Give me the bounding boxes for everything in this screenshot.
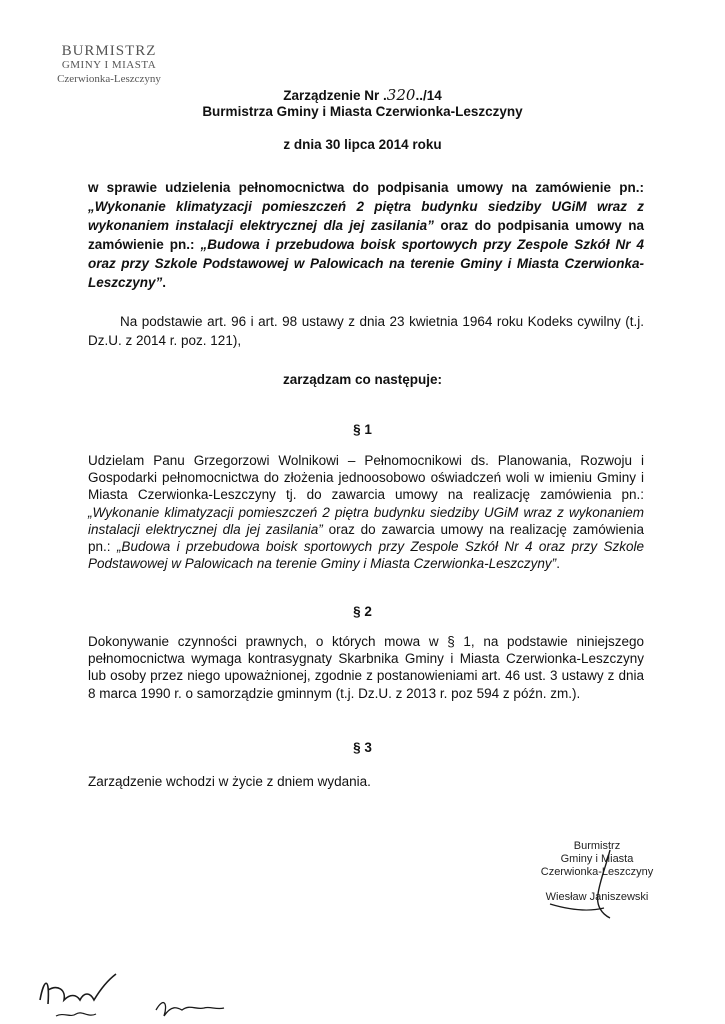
subject-end: .: [162, 275, 167, 290]
subject-lead: w sprawie udzielenia pełnomocnictwa do podpisania umowy na zamówienie pn.:: [88, 180, 644, 195]
signature-stamp-line-1: Burmistrz: [573, 840, 621, 852]
handwritten-initials-2: [150, 990, 230, 1024]
subject-title-1: „Wykonanie klimatyzacji pomieszczeń 2 piętra budynku siedziby UGiM wraz z wykonaniem instalacji elektrycznej dla jej zasilania”: [88, 199, 644, 233]
title-suffix: ../14: [415, 88, 442, 103]
signatory-name: Wiesław Janiszewski: [545, 891, 649, 903]
signature-scribble: [540, 846, 650, 926]
section-1-end: .: [556, 556, 560, 572]
section-1-text: [88, 452, 644, 572]
subject-title-2: „Budowa i przebudowa boisk sportowych przy Zespole Szkół Nr 4 oraz przy Szkole Podstawowej w Palowicach na terenie Gminy i Miasta Czerwionka-Leszczyny”: [88, 237, 644, 290]
date-line: z dnia 30 lipca 2014 roku: [283, 137, 442, 152]
section-3-text: Zarządzenie wchodzi w życie z dniem wydania.: [88, 774, 371, 789]
document-title: [0, 86, 725, 104]
section-1-part-b: oraz do zawarcia umowy na realizację zamówienia pn.:: [88, 521, 645, 555]
stamp-line-2: GMINY I MIASTA: [61, 59, 157, 71]
handwritten-number: 320: [386, 86, 416, 104]
subject-middle: oraz do podpisania umowy na zamówienie pn.:: [88, 218, 644, 252]
section-1-part-a: Udzielam Panu Grzegorzowi Wolnikowi – Pełnomocnikowi ds. Planowania, Rozwoju i Gospodarki pełnomocnictwa do złożenia jednoosobowo oświadczeń woli w imieniu Gminy i Miasta Czerwionka-Leszczyny tj. do zawarcia umowy na realizację zamówienia pn.:: [88, 453, 644, 503]
section-3-heading: § 3: [353, 740, 372, 755]
legal-basis: Na podstawie art. 96 i art. 98 ustawy z dnia 23 kwietnia 1964 roku Kodeks cywilny (t.j. Dz.U. z 2014 r. poz. 121),: [88, 314, 644, 348]
signature-stamp-line-3: Czerwionka-Leszczyny: [540, 866, 654, 878]
office-stamp: [34, 44, 184, 86]
signature-stamp-line-2: Gminy i Miasta: [560, 853, 634, 865]
issuer-line: Burmistrza Gminy i Miasta Czerwionka-Leszczyny: [202, 104, 523, 119]
stamp-line-3: Czerwionka-Leszczyny: [57, 73, 161, 85]
handwritten-initials-1: [36, 970, 126, 1022]
title-prefix: Zarządzenie Nr .: [283, 88, 387, 103]
section-1-title-1: „Wykonanie klimatyzacji pomieszczeń 2 piętra budynku siedziby UGiM wraz z wykonaniem instalacji elektrycznej dla jej zasilania”: [88, 504, 644, 537]
section-2-text: Dokonywanie czynności prawnych, o których mowa w § 1, na podstawie niniejszego pełnomocnictwa wymaga kontrasygnaty Skarbnika Gminy i Miasta Czerwionka-Leszczyny lub osoby przez niego upoważnionej, zgodnie z postanowieniami art. 46 ust. 3 ustawy z dnia 8 marca 1990 r. o samorządzie gminnym (t.j. Dz.U. z 2013 r. poz 594 z późn. zm.).: [88, 634, 644, 701]
section-1-title-2: „Budowa i przebudowa boisk sportowych przy Zespole Szkół Nr 4 oraz przy Szkole Podstawowej w Palowicach na terenie Gminy i Miasta Czerwionka-Leszczyny”: [88, 539, 644, 572]
order-statement: zarządzam co następuje:: [282, 372, 443, 387]
section-1-heading: § 1: [353, 422, 372, 437]
subject-paragraph: [88, 178, 644, 292]
stamp-line-1: BURMISTRZ: [61, 43, 157, 59]
section-2-heading: § 2: [353, 604, 372, 619]
